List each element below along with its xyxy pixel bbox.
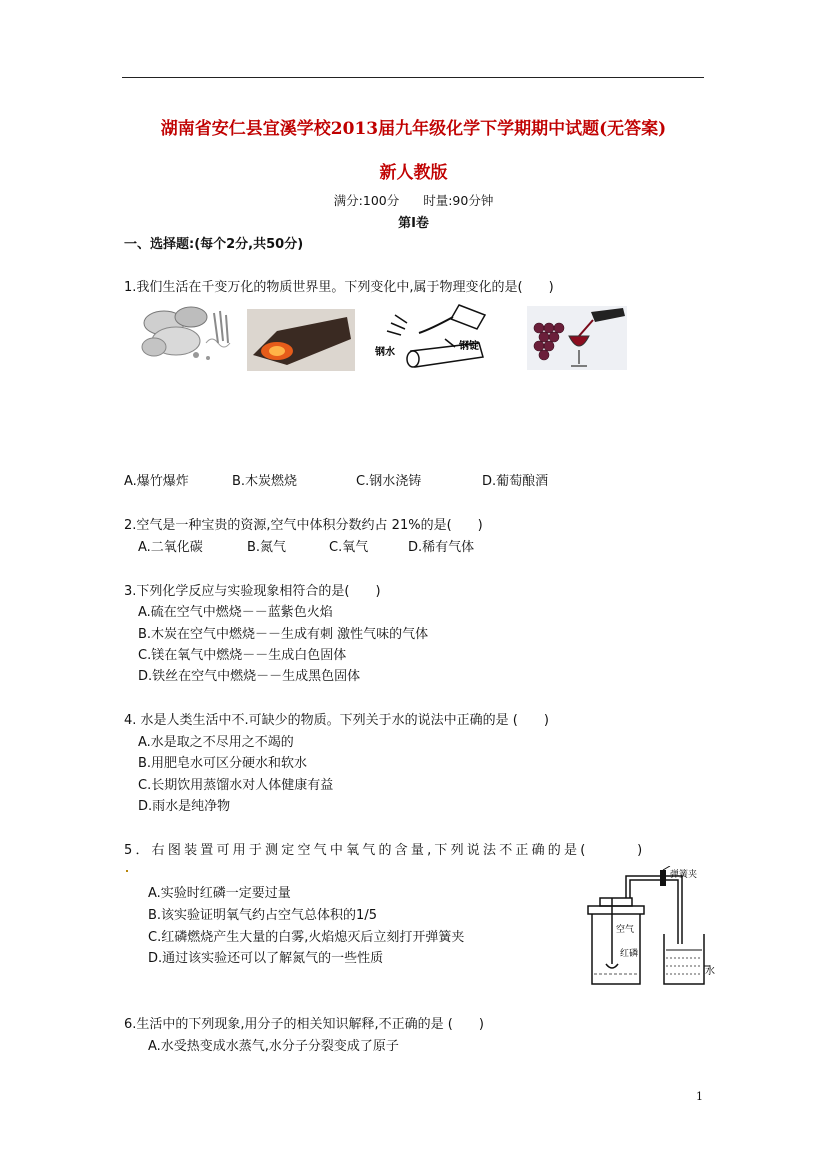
q4-option-a: A.水是取之不尽用之不竭的 bbox=[138, 735, 294, 750]
firecracker-image bbox=[136, 303, 236, 365]
q4-option-c: C.长期饮用蒸馏水对人体健康有益 bbox=[138, 778, 334, 793]
q2-option-c: C.氧气 bbox=[329, 540, 369, 555]
q3-option-d: D.铁丝在空气中燃烧－－生成黑色固体 bbox=[138, 669, 361, 684]
steel-casting-image bbox=[371, 299, 493, 377]
q3-option-a: A.硫在空气中燃烧－－蓝紫色火焰 bbox=[138, 605, 333, 620]
volume-heading: 第Ⅰ卷 bbox=[398, 216, 429, 231]
exam-time: 时量:90分钟 bbox=[423, 193, 494, 208]
q1-option-a: A.爆竹爆炸 bbox=[124, 474, 189, 489]
q3-stem: 3.下列化学反应与实验现象相符合的是( ) bbox=[124, 584, 381, 599]
header-rule bbox=[122, 77, 704, 78]
clamp-label: 弹簧夹 bbox=[670, 870, 698, 880]
q1-option-b: B.木炭燃烧 bbox=[232, 474, 298, 489]
q2-option-b: B.氮气 bbox=[247, 540, 287, 555]
q2-option-d: D.稀有气体 bbox=[408, 540, 475, 555]
page-subtitle: 新人教版 bbox=[379, 163, 448, 183]
q4-option-d: D.雨水是纯净物 bbox=[138, 799, 231, 814]
page-number: 1 bbox=[696, 1090, 703, 1103]
red-phosphorus-label: 红磷 bbox=[620, 949, 639, 959]
q4-stem: 4. 水是人类生活中不.可缺少的物质。下列关于水的说法中正确的是 ( ) bbox=[124, 713, 549, 728]
q1-option-c: C.钢水浇铸 bbox=[356, 474, 422, 489]
q5-option-b: B.该实验证明氧气约占空气总体积的1/5 bbox=[148, 908, 377, 923]
ingot-label: 钢锭 bbox=[459, 341, 479, 352]
q5-option-c: C.红磷燃烧产生大量的白雾,火焰熄灭后立刻打开弹簧夹 bbox=[148, 930, 465, 945]
section-heading: 一、选择题:(每个2分,共50分) bbox=[124, 237, 304, 252]
molten-steel-label: 钢水 bbox=[375, 347, 395, 358]
page-title: 湖南省安仁县宜溪学校2013届九年级化学下学期期中试题(无答案) bbox=[160, 119, 667, 139]
q5-option-a: A.实验时红磷一定要过量 bbox=[148, 886, 291, 901]
water-label: 水 bbox=[705, 966, 715, 977]
q1-option-d: D.葡萄酿酒 bbox=[482, 474, 549, 489]
q6-stem: 6.生活中的下列现象,用分子的相关知识解释,不正确的是 ( ) bbox=[124, 1017, 484, 1032]
q1-stem: 1.我们生活在千变万化的物质世界里。下列变化中,属于物理变化的是( ) bbox=[124, 280, 554, 295]
air-label: 空气 bbox=[616, 925, 635, 935]
full-score: 满分:100分 bbox=[333, 193, 400, 208]
exam-meta bbox=[0, 191, 827, 209]
q5-stem: 5．右图装置可用于测定空气中氧气的含量,下列说法不正确的是( ) bbox=[124, 843, 646, 858]
q6-option-a: A.水受热变成水蒸气,水分子分裂变成了原子 bbox=[148, 1039, 399, 1054]
q4-option-b: B.用肥皂水可区分硬水和软水 bbox=[138, 756, 308, 771]
q3-option-c: C.镁在氧气中燃烧－－生成白色固体 bbox=[138, 648, 347, 663]
stray-mark bbox=[126, 870, 128, 872]
q2-stem: 2.空气是一种宝贵的资源,空气中体积分数约占 21%的是( ) bbox=[124, 518, 483, 533]
q3-option-b: B.木炭在空气中燃烧－－生成有刺 激性气味的气体 bbox=[138, 627, 429, 642]
q5-option-d: D.通过该实验还可以了解氮气的一些性质 bbox=[148, 951, 384, 966]
oxygen-apparatus-diagram bbox=[586, 866, 720, 990]
q2-option-a: A.二氧化碳 bbox=[138, 540, 203, 555]
burning-charcoal-image bbox=[247, 309, 355, 371]
grape-wine-image bbox=[527, 306, 627, 370]
